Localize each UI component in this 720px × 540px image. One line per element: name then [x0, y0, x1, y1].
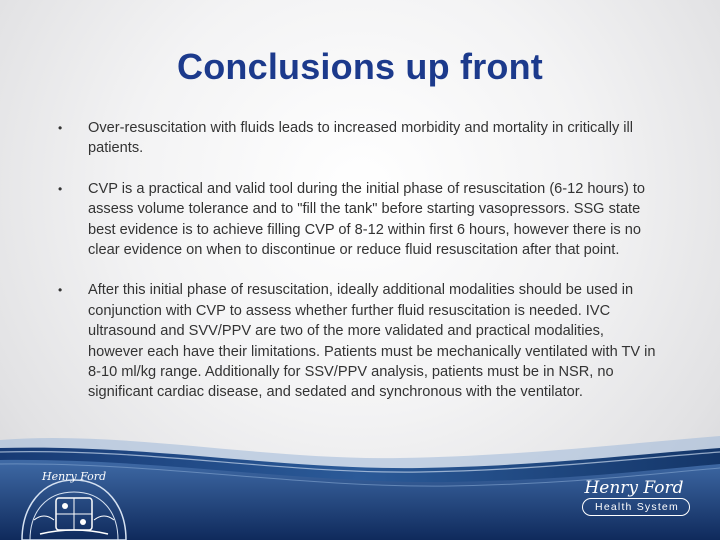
- bullet-list: [58, 118, 658, 423]
- henry-ford-crest-icon: [12, 466, 136, 540]
- bullet-item: [58, 179, 658, 261]
- bullet-marker: •: [58, 121, 63, 135]
- slide-title: Conclusions up front: [177, 46, 543, 87]
- bullet-text: After this initial phase of resuscitation, ideally additional modalities should be used in conjunction with CVP to assess whether further fluid resuscitation is needed. IVC ultrasound and SVV/PPV are two of the more validated and practical modalities, however each have their limitations. Patients must be mechanically ventilated with TV in 8-10 ml/kg range. Additionally for SSV/PPV analysis, patients must be in NSR, no significant cardiac disease, and sedated and synchronous with the ventilator.: [88, 282, 656, 401]
- bullet-marker: •: [58, 283, 63, 298]
- bullet-text: CVP is a practical and valid tool during the initial phase of resuscitation (6-12 hours) to assess volume tolerance and to "fill the tank" before starting vasopressors. SSG state best evidence is to achieve filling CVP of 8-12 within first 6 hours, however there is no clear evidence on when to discontinue or reduce fluid resuscitation after that point.: [88, 180, 646, 259]
- logo-script-text: Henry Ford: [584, 478, 684, 498]
- bullet-item: [58, 280, 658, 402]
- bullet-text: Over-resuscitation with fluids leads to increased morbidity and mortality in critically ill patients.: [88, 120, 634, 157]
- logo-subtitle-frame: [582, 498, 690, 516]
- henry-ford-health-system-logo: [572, 478, 696, 520]
- logo-subtitle-text: Health System: [595, 501, 679, 513]
- bullet-marker: •: [58, 181, 63, 196]
- bullet-item: [58, 118, 658, 159]
- svg-text:Henry Ford: Henry Ford: [42, 470, 107, 483]
